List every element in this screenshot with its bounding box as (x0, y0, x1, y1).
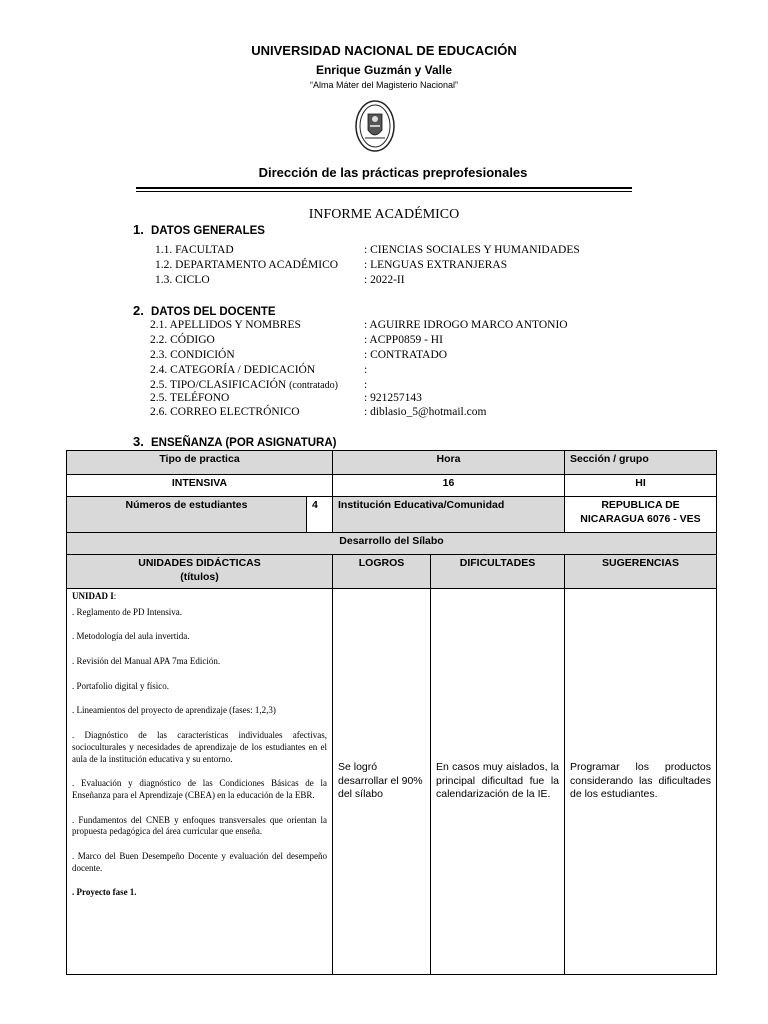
teaching-table (66, 450, 717, 975)
section-group-value: HI (565, 475, 717, 497)
table-row (67, 497, 717, 533)
header-section-group: Sección / grupo (565, 451, 717, 475)
unit-item: . Marco del Buen Desempeño Docente y evaluación del desempeño docente. (72, 850, 327, 873)
table-row (67, 451, 717, 475)
field-label: 1.3. CICLO (155, 274, 210, 286)
section-1-heading (133, 222, 265, 237)
field-label: 2.4. CATEGORÍA / DEDICACIÓN (150, 364, 316, 376)
header-units-title: UNIDADES DIDÁCTICAS (138, 557, 261, 569)
section-number: 1. (133, 222, 144, 237)
student-count-value: 4 (307, 497, 333, 533)
direction-title: Dirección de las prácticas preprofesionales (258, 165, 528, 180)
table-row (67, 555, 717, 589)
field-value: : (364, 379, 368, 391)
unit-item: . Metodología del aula invertida. (72, 631, 190, 642)
section-title: ENSEÑANZA (POR ASIGNATURA) (151, 437, 337, 449)
field-label: 1.1. FACULTAD (155, 244, 234, 256)
field-label: 2.2. CÓDIGO (150, 334, 215, 346)
section-title: DATOS GENERALES (151, 225, 265, 237)
section-number: 3. (133, 434, 144, 449)
header-student-count: Números de estudiantes (67, 497, 307, 533)
suggestions-cell: Programar los productos considerando las dificultades de los estudiantes. (565, 589, 717, 975)
field-label-main: 2.5. TIPO/CLASIFICACIÓN (150, 379, 287, 391)
field-value: : LENGUAS EXTRANJERAS (364, 259, 508, 271)
field-label: 2.3. CONDICIÓN (150, 349, 235, 361)
section-title: DATOS DEL DOCENTE (151, 306, 276, 318)
section-number: 2. (133, 303, 144, 318)
syllabus-development-header: Desarrollo del Sílabo (67, 533, 717, 555)
header-divider (136, 187, 632, 189)
achievements-cell: Se logró desarrollar el 90% del sílabo (333, 589, 431, 975)
university-motto: “Alma Máter del Magisterio Nacional” (309, 80, 459, 90)
unit-item: . Portafolio digital y físico. (72, 680, 169, 691)
header-difficulties: DIFICULTADES (431, 555, 565, 589)
header-achievements: LOGROS (333, 555, 431, 589)
unit-title: UNIDAD I (72, 591, 114, 601)
institution-value: REPUBLICA DE NICARAGUA 6076 - VES (565, 497, 717, 533)
unit-item: . Fundamentos del CNEB y enfoques transversales que orientan la propuesta pedagógica del área curricular que enseña. (72, 814, 327, 837)
field-value: : (364, 364, 368, 376)
unit-item: . Revisión del Manual APA 7ma Edición. (72, 656, 221, 667)
field-label: 2.5. TELÉFONO (150, 392, 230, 404)
section-3-heading (133, 434, 337, 449)
field-value: : 2022-II (364, 274, 405, 286)
report-title: INFORME ACADÉMICO (308, 207, 460, 222)
header-divider-thin (136, 191, 632, 192)
field-value: : CONTRATADO (364, 349, 448, 361)
header-suggestions: SUGERENCIAS (565, 555, 717, 589)
header-units-subtitle: (títulos) (180, 570, 219, 583)
field-value: : diblasio_5@hotmail.com (364, 406, 487, 418)
field-value: : 921257143 (364, 392, 422, 404)
field-label (150, 379, 338, 391)
university-seal-icon (355, 100, 395, 152)
header-hours: Hora (333, 451, 565, 475)
field-value: : CIENCIAS SOCIALES Y HUMANIDADES (364, 244, 580, 256)
field-value: : ACPP0859 - HI (364, 334, 443, 346)
unit-item: . Diagnóstico de las características individuales afectivas, socioculturales y necesidades de aprendizaje de los estudiantes en el aula de la institución educativa y su entorno. (72, 730, 327, 764)
difficulties-cell: En casos muy aislados, la principal dificultad fue la calendarización de la IE. (431, 589, 565, 975)
university-subtitle: Enrique Guzmán y Valle (315, 63, 453, 77)
units-cell: UNIDAD I: . Reglamento de PD Intensiva. . Metodología del aula invertida. . Revisión del Manual APA 7ma Edición. . Portafolio digital y físico. . Lineamientos del proyecto de aprendizaje (fases: 1,2,3) . Diagnóstico de las características individuales afectivas, socioculturales y necesidades de aprendizaje de los estudiantes en el aula de la institución educativa y su entorno. . Evaluación y diagnóstico de las Condiciones Básicas de la Enseñanza para el Aprendizaje (CBEA) en la educación de la EBR. . Fundamentos del CNEB y enfoques transversales que orientan la propuesta pedagógica del área curricular que enseña. . Marco del Buen Desempeño Docente y evaluación del desempeño docente. . Proyecto fase 1. (67, 589, 333, 975)
table-row (67, 589, 717, 975)
header-units (67, 555, 333, 589)
hours-value: 16 (333, 475, 565, 497)
field-label: 2.6. CORREO ELECTRÓNICO (150, 406, 300, 418)
field-label: 2.1. APELLIDOS Y NOMBRES (150, 319, 301, 331)
university-name: UNIVERSIDAD NACIONAL DE EDUCACIÓN (251, 43, 517, 58)
practice-type-value: INTENSIVA (67, 475, 333, 497)
unit-item: . Reglamento de PD Intensiva. (72, 606, 182, 617)
unit-item-final: . Proyecto fase 1. (72, 887, 137, 898)
section-2-heading (133, 303, 276, 318)
unit-item: . Lineamientos del proyecto de aprendizaje (fases: 1,2,3) (72, 705, 276, 716)
field-value: : AGUIRRE IDROGO MARCO ANTONIO (364, 319, 568, 331)
field-label-note: (contratado) (289, 380, 338, 391)
header-institution: Institución Educativa/Comunidad (333, 497, 565, 533)
table-row (67, 533, 717, 555)
table-row (67, 475, 717, 497)
field-label: 1.2. DEPARTAMENTO ACADÉMICO (155, 259, 339, 271)
unit-item: . Evaluación y diagnóstico de las Condiciones Básicas de la Enseñanza para el Aprendizaje (CBEA) en la educación de la EBR. (72, 778, 327, 800)
header-practice-type: Tipo de practica (67, 451, 333, 475)
